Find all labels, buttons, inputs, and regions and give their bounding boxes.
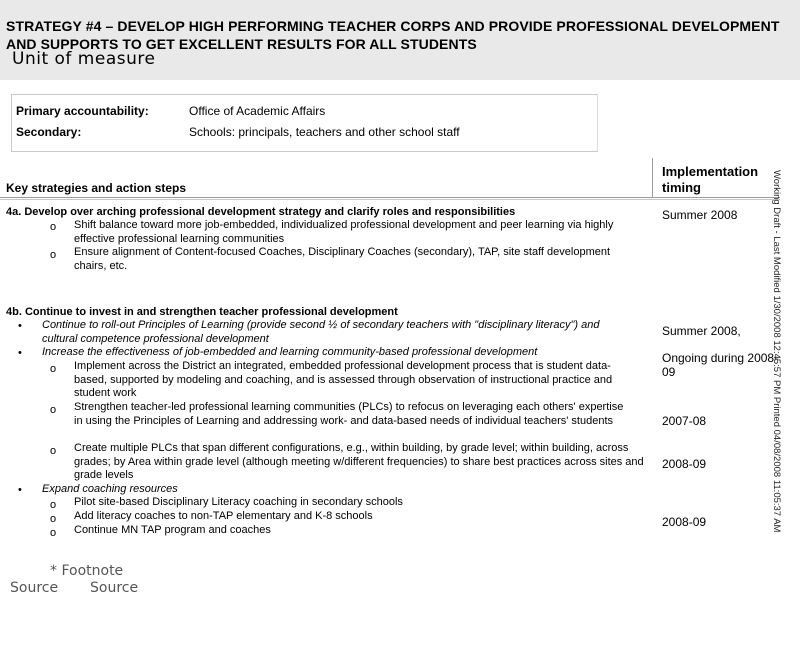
bullet-icon: o <box>50 249 57 261</box>
section-4b-point-2a: Implement across the District an integrated, embedded professional development process that is student data-based, supported by modeling and coaching, and is assessed through observation of instructional practice and student work <box>74 360 613 399</box>
source-label-1: Source <box>10 580 59 596</box>
section-4a-item-1: Shift balance toward more job-embedded, individualized professional development and peer learning via highly effective professional learning communities <box>74 219 614 245</box>
section-4a-timing: Summer 2008 <box>662 208 738 222</box>
strategies-column-header: Key strategies and action steps <box>6 181 187 195</box>
section-4b-point-3: Expand coaching resources <box>42 483 178 495</box>
section-4b-heading: 4b. Continue to invest in and strengthen teacher professional development <box>6 306 398 318</box>
header-rule <box>0 197 780 198</box>
section-4b-point-3a: Pilot site-based Disciplinary Literacy coaching in secondary schools <box>74 496 403 508</box>
timing-column-header: Implementation timing <box>662 164 759 195</box>
primary-accountability-label: Primary accountability: <box>16 104 149 118</box>
dot-bullet-icon: • <box>18 347 22 359</box>
bullet-icon: o <box>50 404 57 416</box>
bullet-icon: o <box>50 363 57 375</box>
footnote: * Footnote <box>50 563 124 579</box>
bullet-icon: o <box>50 221 57 233</box>
section-4b-timing-4: 2008-09 <box>662 457 707 471</box>
section-4a-heading: 4a. Develop over arching professional development strategy and clarify roles and responsibilities <box>6 206 516 218</box>
section-4b-timing-3: 2007-08 <box>662 414 707 428</box>
section-4b-point-2c: Create multiple PLCs that span different configurations, e.g., within building, by grade level; within building, across grades; by Area within grade level (although meeting w/different frequencies) to share best practices across sites and grade levels <box>74 442 644 481</box>
section-4b-point-1: Continue to roll-out Principles of Learning (provide second ½ of secondary teachers with "disciplinary literacy") and cultural competence professional development <box>42 319 600 345</box>
source-label-2: Source <box>90 580 139 596</box>
bullet-icon: o <box>50 527 57 539</box>
column-divider <box>652 158 653 198</box>
header-rule-secondary <box>0 199 780 200</box>
accountability-box <box>11 94 598 152</box>
secondary-accountability-value: Schools: principals, teachers and other school staff <box>189 125 460 139</box>
unit-of-measure: Unit of measure <box>12 49 156 69</box>
bullet-icon: o <box>50 445 57 457</box>
section-4b-point-3c: Continue MN TAP program and coaches <box>74 524 271 536</box>
draft-status-sidebar: Working Draft - Last Modified 1/30/2008 12:45:57 PM Printed 04/08/2008 11:05:37 AM <box>771 170 782 533</box>
section-4b-point-2: Increase the effectiveness of job-embedded and learning community-based professional development <box>42 346 538 358</box>
header-band <box>0 0 800 80</box>
bullet-icon: o <box>50 499 57 511</box>
dot-bullet-icon: • <box>18 320 22 332</box>
section-4a-item-2: Ensure alignment of Content-focused Coaches, Disciplinary Coaches (secondary), TAP, site staff development chairs, etc. <box>74 246 611 272</box>
primary-accountability-value: Office of Academic Affairs <box>189 104 326 118</box>
section-4b-point-3b: Add literacy coaches to non-TAP elementary and K-8 schools <box>74 510 373 522</box>
secondary-accountability-label: Secondary: <box>16 125 82 139</box>
strategy-title: STRATEGY #4 – DEVELOP HIGH PERFORMING TEACHER CORPS AND PROVIDE PROFESSIONAL DEVELOPMENT AND SUPPORTS TO GET EXCELLENT RESULTS FOR ALL STUDENTS <box>6 18 780 52</box>
dot-bullet-icon: • <box>18 484 22 496</box>
section-4b-point-2b: Strengthen teacher-led professional learning communities (PLCs) to refocus on leveraging each others' expertise in using the Principles of Learning and addressing work- and data-based needs of individual teachers' students <box>74 401 624 427</box>
bullet-icon: o <box>50 513 57 525</box>
section-4b-timing-2: Ongoing during 2008-09 <box>662 351 779 379</box>
section-4b-timing-1: Summer 2008, <box>662 324 741 338</box>
section-4b-timing-5: 2008-09 <box>662 515 707 529</box>
